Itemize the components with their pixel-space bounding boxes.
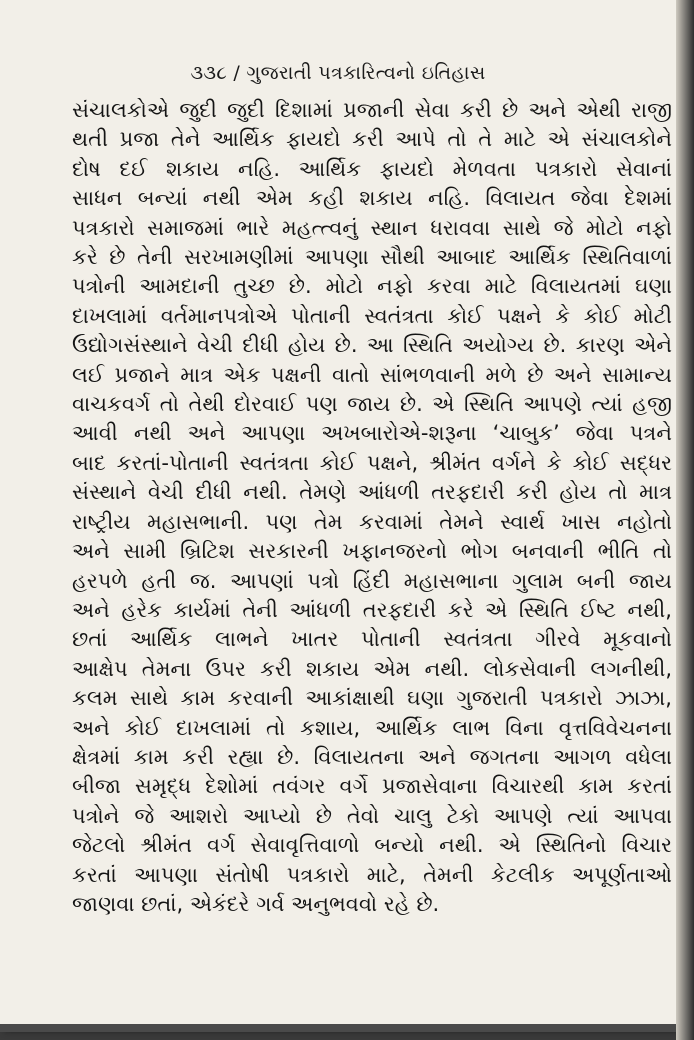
text-line: આક્ષેપ તેમના ઉપર કરી શકાય એમ નથી. લોકસેવાની લગનીથી, (72, 656, 672, 681)
text-line: અને કોઈ દાખલામાં તો કશાય, આર્થિક લાભ વિના વૃત્તવિવેચનના (72, 715, 672, 740)
text-line: બીજા સમૃદ્ધ દેશોમાં તવંગર વર્ગે પ્રજાસેવાના વિચારથી કામ કરતાં (72, 774, 672, 799)
text-line: ઉદ્યોગસંસ્થાને વેચી દીધી હોય છે. આ સ્થિતિ અયોગ્ય છે. કારણ એને (72, 333, 672, 358)
text-line: સંસ્થાને વેચી દીધી નથી. તેમણે આંધળી તરફદારી કરી હોય તો માત્ર (72, 480, 672, 505)
text-line: હરપળે હતી જ. આપણાં પત્રો હિંદી મહાસભાના ગુલામ બની જાય (72, 568, 672, 593)
body-paragraph (72, 96, 672, 919)
text-line: લઈ પ્રજાને માત્ર એક પક્ષની વાતો સાંભળવાની મળે છે અને સામાન્ય (72, 362, 672, 387)
text-line: થતી પ્રજા તેને આર્થિક ફાયદો કરી આપે તો તે માટે એ સંચાલકોને (72, 127, 672, 152)
text-line: વાચકવર્ગ તો તેથી દોરવાઈ પણ જાય છે. એ સ્થિતિ આપણે ત્યાં હજી (72, 392, 672, 417)
text-line: જેટલો શ્રીમંત વર્ગ સેવાવૃત્તિવાળો બન્યો નથી. એ સ્થિતિનો વિચાર (72, 833, 672, 858)
running-head: ૩૩૮ / ગુજરાતી પત્રકારિત્વનો ઇતિહાસ (190, 62, 486, 84)
text-line: અને હરેક કાર્યમાં તેની આંધળી તરફદારી કરે એ સ્થિતિ ઈષ્ટ નથી, (72, 597, 672, 622)
page-edge (676, 0, 694, 1040)
text-line: સાધન બન્યાં નથી એમ કહી શકાય નહિ. વિલાયત જેવા દેશમાં (72, 186, 672, 211)
page-bottom-shadow (0, 1024, 676, 1032)
text-line: આવી નથી અને આપણા અખબારોએ-શરૂના ‘ચાબુક’ જેવા પત્રને (72, 421, 672, 446)
text-line: પત્રોની આમદાની તુચ્છ છે. મોટો નફો કરવા માટે વિલાયતમાં ઘણા (72, 274, 672, 299)
text-line: કલમ સાથે કામ કરવાની આકાંક્ષાથી ઘણા ગુજરાતી પત્રકારો ઝાઝા, (72, 686, 672, 711)
text-line: જાણવા છતાં, એકંદરે ગર્વ અનુભવવો રહે છે. (72, 891, 440, 916)
text-line: સંચાલકોએ જુદી જુદી દિશામાં પ્રજાની સેવા કરી છે અને એથી રાજી (72, 98, 672, 122)
text-line: છતાં આર્થિક લાભને ખાતર પોતાની સ્વતંત્રતા ગીરવે મૂકવાનો (72, 627, 672, 652)
text-line: દોષ દઈ શકાય નહિ. આર્થિક ફાયદો મેળવતા પત્રકારો સેવાનાં (72, 156, 672, 181)
text-line: દાખલામાં વર્તમાનપત્રોએ પોતાની સ્વતંત્રતા કોઈ પક્ષને કે કોઈ મોટી (72, 303, 672, 328)
text-line: કરતાં આપણા સંતોષી પત્રકારો માટે, તેમની કેટલીક અપૂર્ણતાઓ (72, 862, 672, 887)
text-line: રાષ્ટ્રીય મહાસભાની. પણ તેમ કરવામાં તેમને સ્વાર્થ ખાસ નહોતો (72, 509, 672, 534)
text-line: ક્ષેત્રમાં કામ કરી રહ્યા છે. વિલાયતના અને જગતના આગળ વધેલા (72, 744, 672, 769)
text-line: પત્રોને જે આશરો આપ્યો છે તેવો ચાલુ ટેકો આપણે ત્યાં આપવા (72, 803, 672, 828)
text-line: પત્રકારો સમાજમાં ભારે મહત્ત્વનું સ્થાન ધરાવવા સાથે જે મોટો નફો (72, 215, 672, 240)
text-line: અને સામી બ્રિટિશ સરકારની ખફાનજરનો ભોગ બનવાની ભીતિ તો (72, 539, 672, 564)
text-line: બાદ કરતાં-પોતાની સ્વતંત્રતા કોઈ પક્ષને, શ્રીમંત વર્ગને કે કોઈ સદ્ધર (72, 450, 672, 475)
text-line: કરે છે તેની સરખામણીમાં આપણા સૌથી આબાદ આર્થિક સ્થિતિવાળાં (72, 245, 672, 270)
